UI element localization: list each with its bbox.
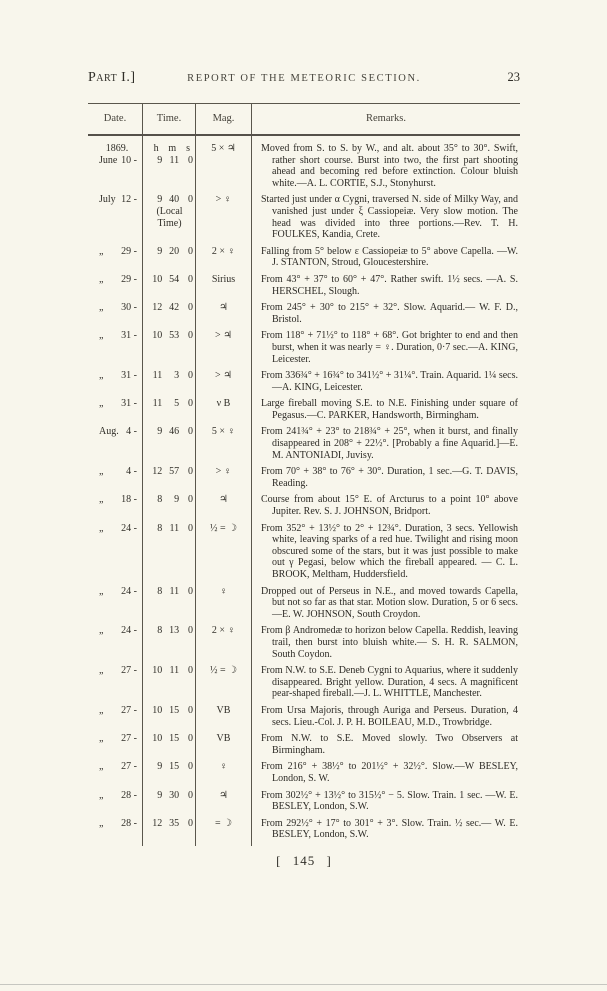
time-cell <box>143 426 196 466</box>
date-cell <box>88 761 143 789</box>
hour-value: 11 <box>152 370 163 382</box>
second-value: 0 <box>187 154 193 166</box>
running-title: REPORT OF THE METEORIC SECTION. <box>187 73 421 84</box>
second-value: 0 <box>187 733 193 745</box>
minute-value: 15 <box>169 761 180 773</box>
sheet-number: [ 145 ] <box>276 852 332 868</box>
scan-edge-line <box>0 984 607 985</box>
day-label: 31 - <box>121 398 137 410</box>
hour-value: 10 <box>152 733 163 745</box>
table-row <box>88 426 520 466</box>
time-cell <box>143 136 196 194</box>
minute-value: 11 <box>169 154 180 166</box>
time-note: (Local Time) <box>156 205 183 229</box>
table-row <box>88 818 520 846</box>
month-label: „ <box>99 494 104 506</box>
month-label: „ <box>99 330 104 342</box>
day-label: 29 - <box>121 245 137 257</box>
date-cell <box>88 818 143 846</box>
second-value: 0 <box>187 273 193 285</box>
day-label: 12 - <box>121 194 137 206</box>
second-value: 0 <box>187 245 193 257</box>
table-row <box>88 274 520 302</box>
day-label: 10 - <box>121 154 137 166</box>
second-value: 0 <box>187 665 193 677</box>
second-value: 0 <box>187 522 193 534</box>
minute-value: 11 <box>169 665 180 677</box>
minute-value: 46 <box>169 426 180 438</box>
month-label: „ <box>99 817 104 829</box>
magnitude-cell: ½ = ☽ <box>196 665 252 705</box>
second-unit: s <box>186 143 191 154</box>
table-row <box>88 790 520 818</box>
date-cell <box>88 466 143 494</box>
page-number: 23 <box>507 70 520 84</box>
minute-value: 53 <box>169 330 180 342</box>
time-cell <box>143 523 196 586</box>
date-cell <box>88 523 143 586</box>
day-label: 30 - <box>121 302 137 314</box>
column-header-time: Time. <box>143 104 196 134</box>
time-cell <box>143 790 196 818</box>
hour-value: 10 <box>152 273 163 285</box>
minute-value: 3 <box>174 370 180 382</box>
magnitude-cell: 2 × ♀ <box>196 625 252 665</box>
time-cell <box>143 246 196 274</box>
time-cell <box>143 818 196 846</box>
table-row <box>88 665 520 705</box>
minute-value: 42 <box>169 302 180 314</box>
hour-value: 11 <box>152 398 163 410</box>
date-cell <box>88 194 143 245</box>
table-row <box>88 733 520 761</box>
month-label: „ <box>99 761 104 773</box>
table-row <box>88 761 520 789</box>
remarks-cell: From 292½° + 17° to 301° + 3°. Slow. Train. ½ sec.— W. E. BESLEY, London, S.W. <box>261 817 518 841</box>
hour-value: 8 <box>157 522 163 534</box>
remarks-cell: Course from about 15° E. of Arcturus to a point 10° above Jupiter. Rev. S. J. JOHNSON, Bridport. <box>261 494 518 518</box>
table-body <box>88 136 520 846</box>
month-label: „ <box>99 585 104 597</box>
second-value: 0 <box>187 426 193 438</box>
magnitude-cell: > ♃ <box>196 330 252 370</box>
time-cell <box>143 466 196 494</box>
magnitude-cell: ♃ <box>196 302 252 330</box>
time-cell <box>143 494 196 522</box>
date-cell <box>88 302 143 330</box>
magnitude-cell: = ☽ <box>196 818 252 846</box>
second-value: 0 <box>187 370 193 382</box>
second-value: 0 <box>187 302 193 314</box>
magnitude-cell: Sirius <box>196 274 252 302</box>
hour-value: 10 <box>152 704 163 716</box>
table-row <box>88 398 520 426</box>
column-header-mag: Mag. <box>196 104 252 134</box>
second-value: 0 <box>187 585 193 597</box>
second-value: 0 <box>187 817 193 829</box>
remarks-cell: From 302½° + 13½° to 315½° − 5. Slow. Train. 1 sec. —W. E. BESLEY, London, S.W. <box>261 789 518 813</box>
date-cell <box>88 426 143 466</box>
hour-value: 10 <box>152 330 163 342</box>
table-header <box>88 103 520 136</box>
magnitude-cell: ½ = ☽ <box>196 523 252 586</box>
month-label: „ <box>99 665 104 677</box>
month-label: „ <box>99 398 104 410</box>
time-cell <box>143 733 196 761</box>
day-label: 28 - <box>121 789 137 801</box>
day-label: 4 - <box>126 466 137 478</box>
hour-value: 9 <box>157 789 163 801</box>
month-label: „ <box>99 789 104 801</box>
observations-table <box>88 103 520 846</box>
table-row <box>88 302 520 330</box>
month-label: „ <box>99 302 104 314</box>
remarks-cell: From N.W. to S.E. Moved slowly. Two Observers at Birmingham. <box>261 733 518 756</box>
date-cell <box>88 625 143 665</box>
time-cell <box>143 302 196 330</box>
second-value: 0 <box>187 494 193 506</box>
date-cell <box>88 246 143 274</box>
remarks-cell: From N.W. to S.E. Deneb Cygni to Aquarius, where it suddenly disappeared. Bright yellow. Duration, 4 secs. A magnificent pear-shaped fireball.—J. L. WHITTLE, Manchester. <box>261 665 518 700</box>
remarks-cell: From 245° + 30° to 215° + 32°. Slow. Aquarid.— W. F. D., Bristol. <box>261 302 518 325</box>
month-label: „ <box>99 273 104 285</box>
month-label: „ <box>99 733 104 745</box>
page-content <box>88 70 520 869</box>
second-value: 0 <box>187 466 193 478</box>
time-cell <box>143 398 196 426</box>
remarks-cell: From 70° + 38° to 76° + 30°. Duration, 1 sec.—G. T. DAVIS, Reading. <box>261 466 518 489</box>
remarks-cell: Moved from S. to S. by W., and alt. about 35° to 30°. Swift, rather short course. Burst into two, the first part shooting ahead and becoming red before extinction. Colour bluish white.—A. L. CORTIE, S.J., Stonyhurst. <box>261 143 518 189</box>
minute-value: 15 <box>169 733 180 745</box>
minute-value: 13 <box>169 625 180 637</box>
remarks-cell: Started just under α Cygni, traversed N. side of Milky Way, and vanished just under ξ Cassiopeiæ. Very slow motion. The head was divided into three portions.—Rev. T. H. FOULKES, Kandia, Crete. <box>261 194 518 241</box>
day-label: 24 - <box>121 522 137 534</box>
minute-value: 9 <box>174 494 180 506</box>
table-row <box>88 246 520 274</box>
minute-value: 5 <box>174 398 180 410</box>
hour-value: 12 <box>152 302 163 314</box>
table-row <box>88 466 520 494</box>
hour-value: 12 <box>152 817 163 829</box>
minute-value: 54 <box>169 273 180 285</box>
day-label: 24 - <box>121 625 137 637</box>
minute-value: 15 <box>169 704 180 716</box>
hour-value: 8 <box>157 494 163 506</box>
minute-value: 30 <box>169 789 180 801</box>
minute-value: 35 <box>169 817 180 829</box>
remarks-cell: Dropped out of Perseus in N.E., and moved towards Capella, but not so far as that star. Motion slow. Duration, 5 or 6 secs.—E. W. JOHNSON, South Croydon. <box>261 585 518 620</box>
day-label: 28 - <box>121 817 137 829</box>
hour-value: 8 <box>157 625 163 637</box>
magnitude-cell: ♃ <box>196 790 252 818</box>
hour-value: 9 <box>157 426 163 438</box>
date-cell <box>88 665 143 705</box>
magnitude-cell: ♀ <box>196 586 252 626</box>
magnitude-cell: > ♀ <box>196 466 252 494</box>
hour-value: 10 <box>152 665 163 677</box>
hour-value: 9 <box>157 154 163 166</box>
time-cell <box>143 370 196 398</box>
time-cell <box>143 330 196 370</box>
month-label: Aug. <box>99 426 119 438</box>
second-value: 0 <box>187 789 193 801</box>
second-value: 0 <box>187 330 193 342</box>
minute-value: 11 <box>169 585 180 597</box>
date-cell <box>88 586 143 626</box>
remarks-cell: From Ursa Majoris, through Auriga and Perseus. Duration, 4 secs. Lieu.-Col. J. P. H. BOILEAU, M.D., Trowbridge. <box>261 704 518 728</box>
hour-value: 8 <box>157 585 163 597</box>
day-label: 29 - <box>121 273 137 285</box>
magnitude-cell: ν B <box>196 398 252 426</box>
table-row <box>88 194 520 245</box>
remarks-cell: From 336¾° + 16¾° to 341½° + 31¼°. Train. Aquarid. 1¼ secs.—A. KING, Leicester. <box>261 370 518 393</box>
hour-value: 9 <box>157 245 163 257</box>
magnitude-cell: > ♀ <box>196 194 252 245</box>
table-row <box>88 494 520 522</box>
date-cell <box>88 705 143 733</box>
day-label: 24 - <box>121 585 137 597</box>
second-value: 0 <box>187 398 193 410</box>
page-header <box>88 70 520 86</box>
magnitude-cell: 2 × ♀ <box>196 246 252 274</box>
magnitude-cell: > ♃ <box>196 370 252 398</box>
second-value: 0 <box>187 761 193 773</box>
magnitude-cell: ♀ <box>196 761 252 789</box>
second-value: 0 <box>187 194 193 206</box>
day-label: 31 - <box>121 330 137 342</box>
hour-value: 9 <box>157 194 163 206</box>
time-cell <box>143 705 196 733</box>
minute-value: 57 <box>169 466 180 478</box>
date-cell <box>88 274 143 302</box>
column-header-date: Date. <box>88 104 143 134</box>
remarks-cell: From 216° + 38½° to 201½° + 32½°. Slow.—W BESLEY, London, S. W. <box>261 761 518 784</box>
day-label: 27 - <box>121 761 137 773</box>
magnitude-cell: VB <box>196 705 252 733</box>
date-cell <box>88 370 143 398</box>
month-label: June <box>99 154 118 166</box>
day-label: 18 - <box>121 494 137 506</box>
month-label: „ <box>99 245 104 257</box>
time-cell <box>143 665 196 705</box>
remarks-cell: From 241¾° + 23° to 218¾° + 25°, when it burst, and finally disappeared in 208° + 22½°. [Probably a fine Aquarid.]—E. M. ANTONIADI, Juvisy. <box>261 426 518 461</box>
date-cell <box>88 494 143 522</box>
time-cell <box>143 625 196 665</box>
date-cell <box>88 136 143 194</box>
month-label: „ <box>99 522 104 534</box>
remarks-cell: From 352° + 13½° to 2° + 12¾°. Duration, 3 secs. Yellowish white, leaving sparks of a red hue. Twilight and rising moon obscured some of the stars, but it was just possible to make out γ Pegasi, below which the fireball appeared. — C. L. BROOK, Meltham, Huddersfield. <box>261 522 518 580</box>
hour-value: 12 <box>152 466 163 478</box>
month-label: „ <box>99 704 104 716</box>
day-label: 31 - <box>121 370 137 382</box>
table-row <box>88 523 520 586</box>
month-label: „ <box>99 625 104 637</box>
page-footer <box>88 853 520 869</box>
part-label: Part I.] <box>88 70 136 85</box>
column-header-remarks: Remarks. <box>366 113 406 124</box>
time-cell <box>143 761 196 789</box>
time-cell <box>143 194 196 245</box>
time-unit-header <box>150 143 193 155</box>
month-label: July <box>99 194 116 206</box>
month-label: „ <box>99 370 104 382</box>
date-cell <box>88 398 143 426</box>
table-row <box>88 586 520 626</box>
magnitude-cell: ♃ <box>196 494 252 522</box>
time-cell <box>143 274 196 302</box>
day-label: 4 - <box>126 426 137 438</box>
remarks-cell: Large fireball moving S.E. to N.E. Finishing under square of Pegasus.—C. PARKER, Handsworth, Birmingham. <box>261 398 518 421</box>
second-value: 0 <box>187 625 193 637</box>
hour-unit: h <box>153 143 159 154</box>
table-row <box>88 705 520 733</box>
minute-value: 11 <box>169 522 180 534</box>
date-cell <box>88 733 143 761</box>
hour-value: 9 <box>157 761 163 773</box>
remarks-cell: From 43° + 37° to 60° + 47°. Rather swift. 1½ secs. —A. S. HERSCHEL, Slough. <box>261 273 518 297</box>
day-label: 27 - <box>121 704 137 716</box>
minute-value: 20 <box>169 245 180 257</box>
table-row <box>88 330 520 370</box>
second-value: 0 <box>187 704 193 716</box>
magnitude-cell: VB <box>196 733 252 761</box>
remarks-cell: From β Andromedæ to horizon below Capella. Reddish, leaving trail, then burst into bluish white.— S. H. R. SALMON, South Coydon. <box>261 625 518 660</box>
table-row <box>88 625 520 665</box>
table-row <box>88 370 520 398</box>
date-cell <box>88 330 143 370</box>
magnitude-cell: 5 × ♃ <box>196 136 252 194</box>
day-label: 27 - <box>121 665 137 677</box>
table-row <box>88 136 520 194</box>
month-label: „ <box>99 466 104 478</box>
date-cell <box>88 790 143 818</box>
remarks-cell: From 118° + 71½° to 118° + 68°. Got brighter to end and then burst, when it was nearly = ♀. Duration, 0·7 sec.—A. KING, Leicester. <box>261 330 518 365</box>
minute-unit: m <box>168 143 177 154</box>
magnitude-cell: 5 × ♀ <box>196 426 252 466</box>
day-label: 27 - <box>121 733 137 745</box>
remarks-cell: Falling from 5° below ε Cassiopeiæ to 5° above Capella. —W. J. STANTON, Stroud, Gloucestershire. <box>261 245 518 269</box>
year-label: 1869. <box>105 143 129 154</box>
minute-value: 40 <box>169 194 180 206</box>
time-cell <box>143 586 196 626</box>
